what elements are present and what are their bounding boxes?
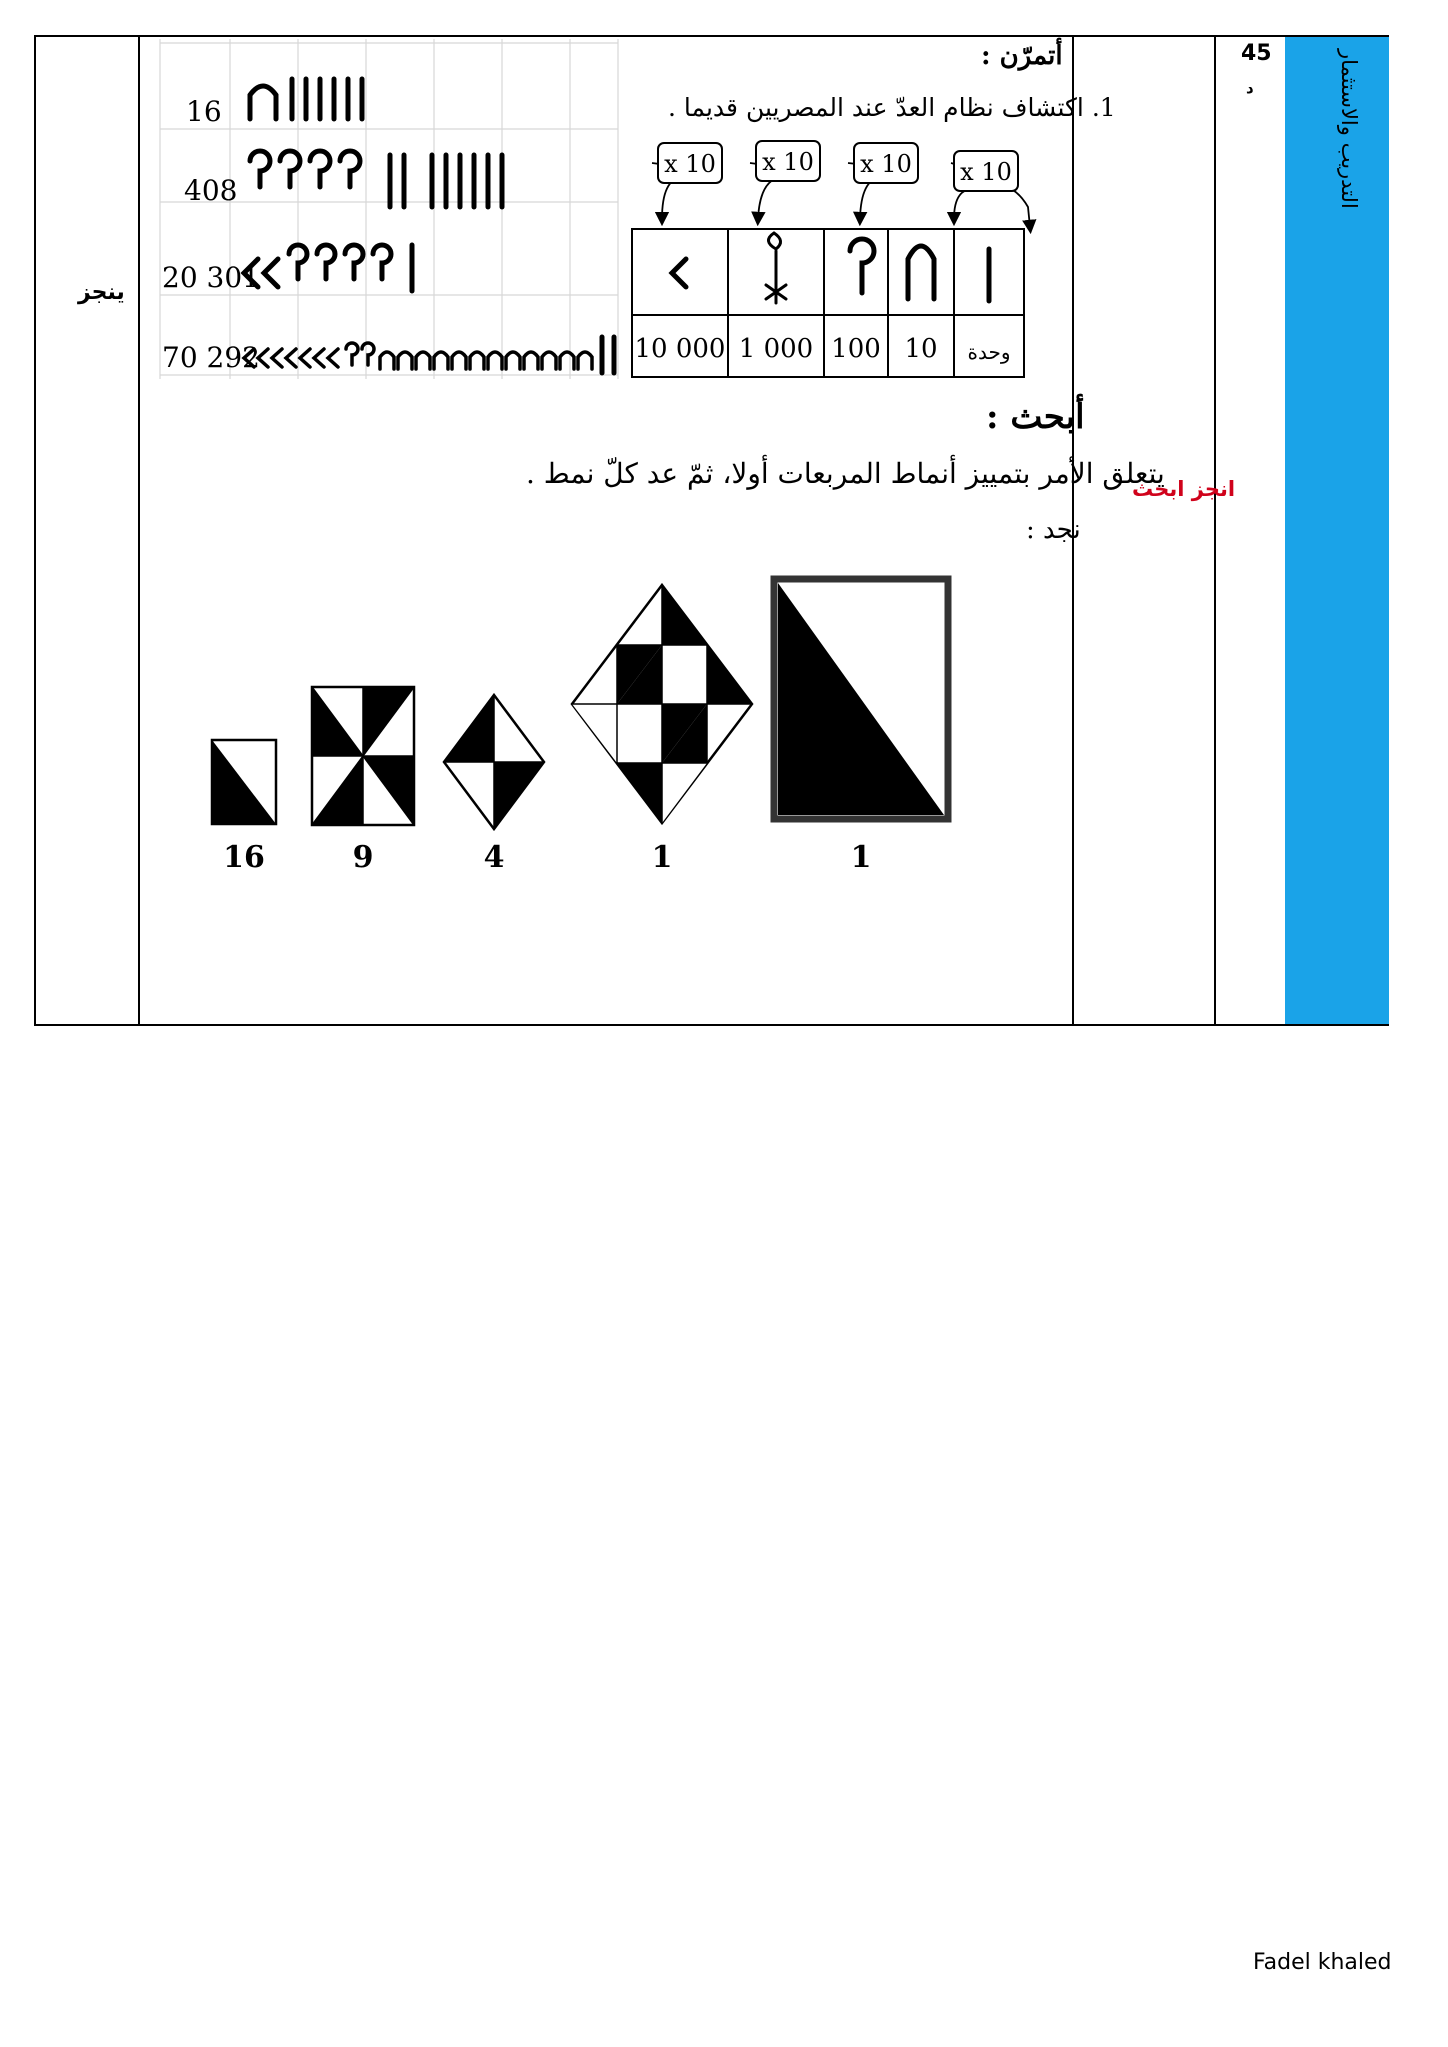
teacher-activity: انجز ابحث: [1132, 477, 1236, 501]
place-value-label: 1 000: [738, 334, 814, 364]
search-text: يتعلق الأمر بتمييز أنماط المربعات أولا، ثمّ عد كلّ نمط .: [526, 457, 1165, 490]
exercise-title: أتمرّن :: [981, 41, 1063, 71]
multiplier-box: [954, 151, 1018, 191]
column-divider: [1214, 37, 1216, 1024]
multiplier-label: x 10: [960, 158, 1012, 186]
pattern-count: 1: [850, 840, 872, 875]
student-activity: ينجز: [78, 280, 125, 305]
footer-author: Fadel khaled: [1253, 1950, 1392, 1975]
example-number: 70 292: [162, 341, 260, 374]
example-number: 16: [186, 95, 222, 128]
lesson-table: [34, 35, 1389, 1026]
phase-cell: [1285, 37, 1389, 1024]
pattern-large-diamond: [572, 585, 752, 823]
place-value-label: 100: [831, 334, 881, 364]
find-label: نجد :: [1026, 515, 1081, 545]
pattern-count: 9: [352, 840, 374, 875]
multiplier-label: x 10: [860, 150, 912, 178]
multiplier-label: x 10: [664, 150, 716, 178]
place-value-label: 10 000: [634, 334, 726, 364]
duration-value: 45: [1241, 41, 1272, 66]
multiplier-label: x 10: [762, 148, 814, 176]
multiplier-box: [658, 143, 722, 183]
pattern-count: 1: [651, 840, 673, 875]
pattern-pinwheel-square: [312, 687, 414, 825]
place-value-table: [632, 229, 1024, 377]
multiplier-box: [756, 141, 820, 181]
example-number: 408: [184, 174, 238, 207]
multiplier-box: [854, 143, 918, 183]
pattern-small-square: [212, 740, 276, 824]
duration-unit: د: [1246, 79, 1254, 97]
example-number: 20 301: [162, 261, 260, 294]
pattern-count: 4: [483, 840, 505, 875]
question-1: 1. اكتشاف نظام العدّ عند المصريين قديما .: [668, 93, 1116, 122]
search-title: أبحث :: [986, 397, 1085, 437]
pattern-large-square: [774, 579, 948, 819]
pattern-small-diamond: [444, 695, 544, 829]
place-value-label: 10: [904, 334, 938, 364]
exercise-figures: [36, 37, 1066, 1017]
place-value-label: وحدة: [967, 340, 1011, 364]
phase-label: التدريب والاستثمار: [1337, 49, 1361, 209]
pattern-count: 16: [223, 840, 265, 875]
